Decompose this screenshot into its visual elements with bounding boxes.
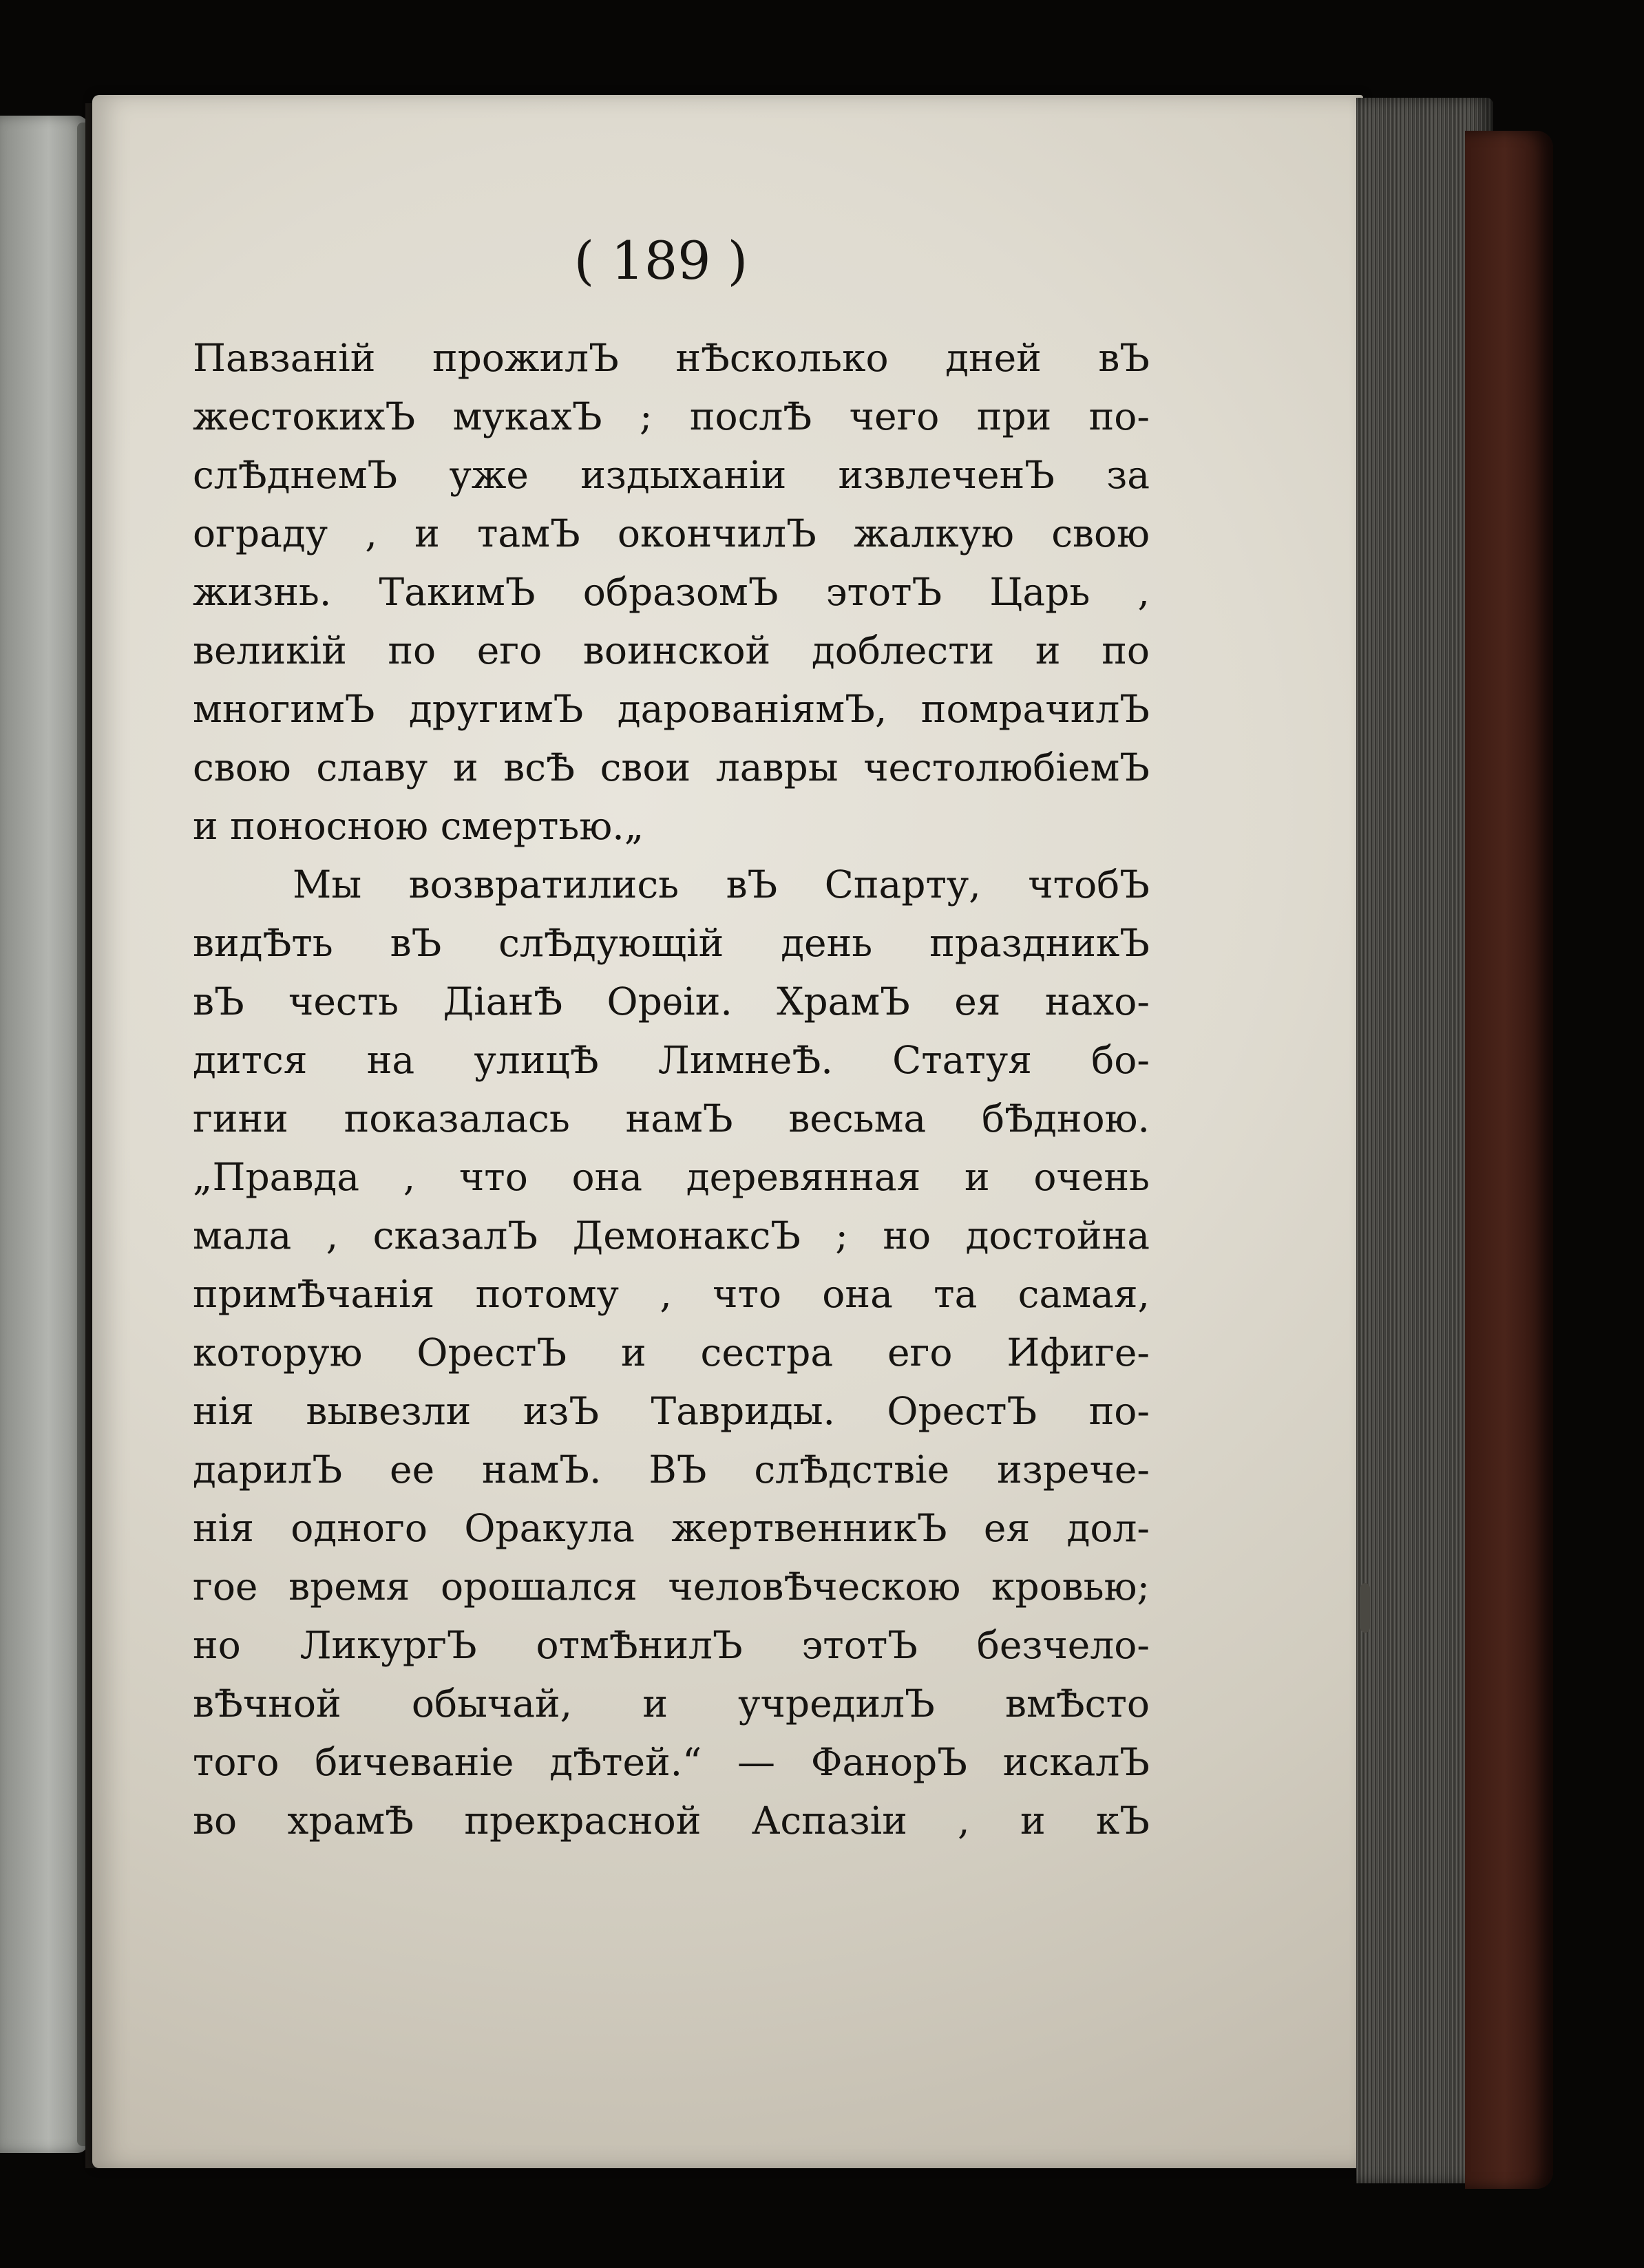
text-line: многимЪ другимЪ дарованіямЪ, помрачилЪ [193,687,1150,731]
text-line: вЪ честь ДіанѢ Орѳіи. ХрамЪ ея нахо- [193,979,1150,1024]
text-line: видѢть вЪ слѢдующій день праздникЪ [193,921,1150,965]
text-line: ограду , и тамЪ окончилЪ жалкую свою [193,511,1150,555]
text-line: но ЛикургЪ отмѢнилЪ этотЪ безчело- [193,1623,1150,1667]
text-line: нія одного Оракула жертвенникЪ ея дол- [193,1506,1150,1550]
text-line: дарилЪ ее намЪ. ВЪ слѢдствіе изрече- [193,1448,1150,1492]
page-text [193,329,1150,1850]
text-line: жизнь. ТакимЪ образомЪ этотЪ Царь , [193,570,1150,614]
book-cover-edge [1465,131,1553,2189]
text-line: слѢднемЪ уже издыханіи извлеченЪ за [193,453,1150,497]
text-line: жестокихЪ мукахЪ ; послѢ чего при по- [193,394,1150,438]
text-line: и поносною смертью.„ [193,804,644,848]
text-line: „Правда , что она деревянная и очень [193,1155,1150,1199]
text-line: гое время орошался человѢческою кровью; [193,1565,1150,1609]
left-page-edge [0,116,88,2153]
text-line: Павзаній прожилЪ нѢсколько дней вЪ [193,336,1150,380]
text-line: мала , сказалЪ ДемонаксЪ ; но достойна [193,1214,1150,1258]
text-line: нія вывезли изЪ Тавриды. ОрестЪ по- [193,1389,1150,1433]
text-line: свою славу и всѢ свои лавры честолюбіемЪ [193,745,1150,789]
page-edge-mark [1360,1583,1370,1633]
text-line: великій по его воинской доблести и по [193,628,1150,672]
text-line: того бичеваніе дѢтей.“ — ФанорЪ искалЪ [193,1740,1150,1784]
text-line: примѢчанія потому , что она та самая, [193,1272,1150,1316]
text-line: дится на улицѢ ЛимнеѢ. Статуя бо- [193,1038,1150,1082]
text-line: Мы возвратились вЪ Спарту, чтобЪ [293,862,1150,907]
text-line: гини показалась намЪ весьма бѢдною. [193,1096,1150,1141]
page-number: ( 189 ) [573,230,748,291]
text-line: во храмѢ прекрасной Аспазіи , и кЪ [193,1799,1150,1843]
text-line: которую ОрестЪ и сестра его Ифиге- [193,1331,1150,1375]
text-line: вѢчной обычай, и учредилЪ вмѢсто [193,1682,1150,1726]
